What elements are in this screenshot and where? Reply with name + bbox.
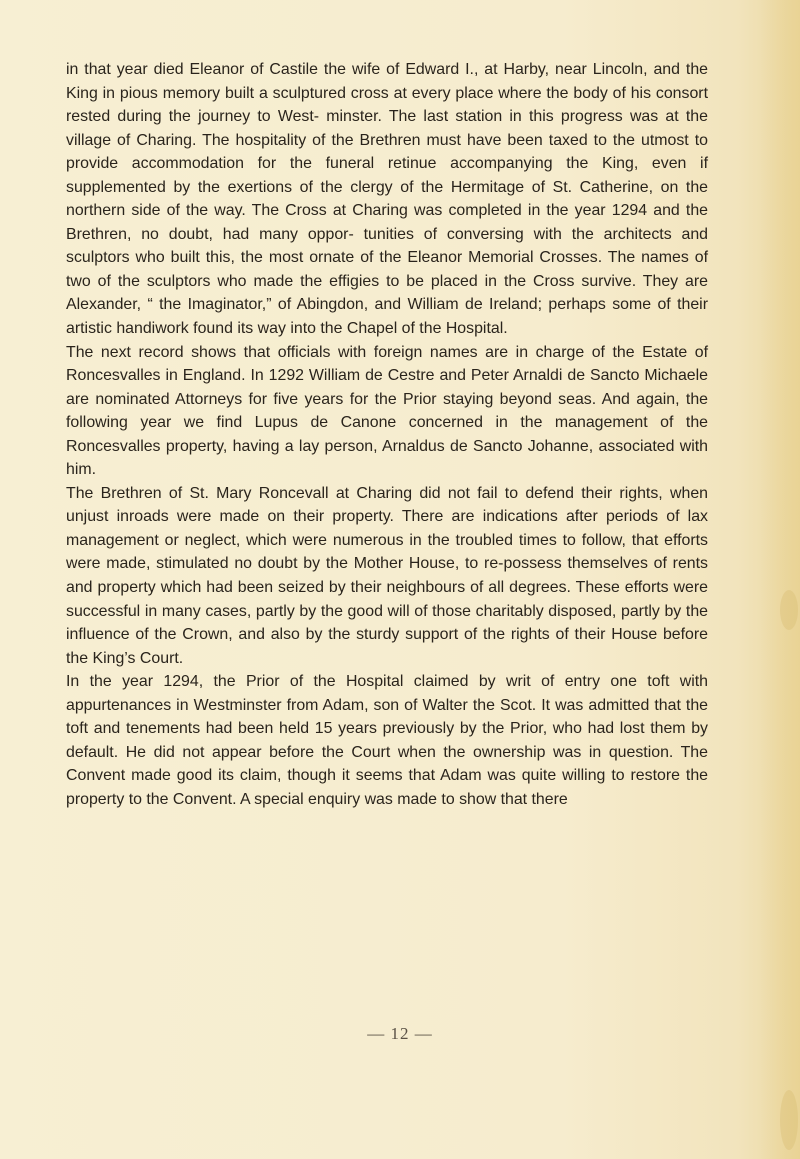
foxing-spot xyxy=(780,590,798,630)
paragraph-4: In the year 1294, the Prior of the Hospital claimed by writ of entry one toft with appurtenances in Westminster from Adam, son of Walter the Scot. It was admitted that the toft and tenements had been held 15 years previously by the Prior, who had lost them by default. He did not appear before the Court when the ownership was in question. The Convent made good its claim, though it seems that Adam was quite willing to restore the property to the Convent. A special enquiry was made to show that there xyxy=(66,673,708,808)
page-edge-stain xyxy=(760,0,800,1159)
paragraph-3: The Brethren of St. Mary Roncevall at Charing did not fail to defend their rights, when unjust inroads were made on their property. There are indications after periods of lax management or neglect, which were numerous in the troubled times to follow, that efforts were made, stimulated no doubt by the Mother House, to re-possess themselves of rents and property which had been seized by their neighbours of all degrees. These efforts were successful in many cases, partly by the good will of those charitably disposed, partly by the influence of the Crown, and also by the sturdy support of the rights of their House before the King’s Court. xyxy=(66,484,708,667)
page-number: — 12 — xyxy=(367,1024,433,1043)
paragraph-2: The next record shows that officials with foreign names are in charge of the Estate of Roncesvalles in England. In 1292 William de Cestre and Peter Arnaldi de Sancto Michaele are nominated Attorneys for five years for the Prior staying beyond seas. And again, the following year we find Lupus de Canone concerned in the management of the Roncesvalles property, having a lay person, Arnaldus de Sancto Johanne, associated with him. xyxy=(66,343,708,479)
paragraph-1: in that year died Eleanor of Castile the wife of Edward I., at Harby, near Lincoln, and the King in pious memory built a sculptured cross at every place where the body of his consort rested during the journey to West- minster. The last station in this progress was at the village of Charing. The hospitality of the Brethren must have been taxed to the utmost to provide accommodation for the funeral retinue accompanying the King, even if supplemented by the exertions of the clergy of the Hermitage of St. Catherine, on the northern side of the way. The Cross at Charing was completed in the year 1294 and the Brethren, no doubt, had many oppor- tunities of conversing with the architects and sculptors who built this, the most ornate of the Eleanor Memorial Crosses. The names of two of the sculptors who made the effigies to be placed in the Cross survive. They are Alexander, “ the Imaginator,” of Abingdon, and William de Ireland; perhaps some of their artistic handiwork found its way into the Chapel of the Hospital. xyxy=(66,61,708,338)
foxing-spot xyxy=(780,1090,798,1150)
body-text xyxy=(66,58,708,812)
